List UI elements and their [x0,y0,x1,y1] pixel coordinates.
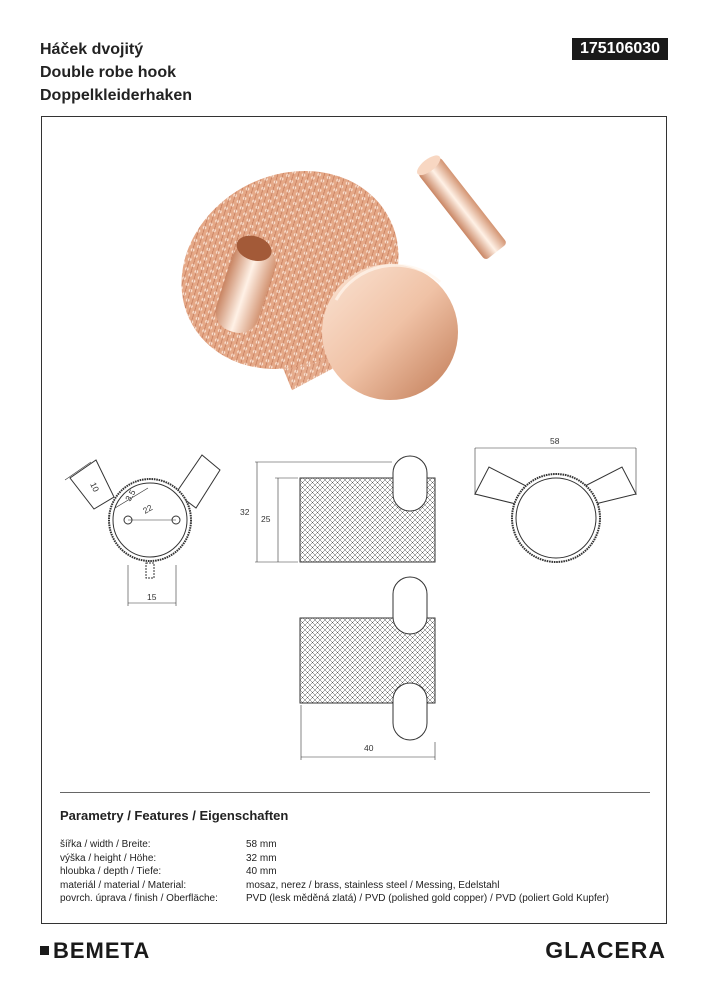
feature-value: PVD (lesk měděná zlatá) / PVD (polished gold copper) / PVD (poliert Gold Kupfer) [246,893,609,904]
feature-label: povrch. úprava / finish / Oberfläche: [60,893,218,904]
product-code-badge: 175106030 [572,38,668,60]
features-heading: Parametry / Features / Eigenschaften [60,808,289,823]
feature-label: výška / height / Höhe: [60,852,157,864]
title-de: Doppelkleiderhaken [40,87,193,104]
drawing-side-view [255,456,435,562]
feature-row-depth [60,865,609,879]
drawing-front-view [475,448,636,562]
dim-58-label: 58 [550,436,560,446]
bemeta-logo [40,938,150,964]
dim-32-label: 32 [240,507,250,517]
dim-22-label: 22 [141,502,155,516]
feature-label: hloubka / depth / Tiefe: [60,866,162,877]
dim-40-label: 40 [364,743,374,753]
features-divider [60,792,650,793]
feature-row-material [60,879,609,893]
drawing-face-view [65,455,220,606]
feature-label: materiál / material / Material: [60,879,187,891]
feature-row-width [60,838,609,852]
dim-15-label: 15 [147,592,157,602]
product-photo [147,134,508,407]
feature-value: 32 mm [246,852,277,864]
series-name: GLACERA [545,937,666,963]
feature-value: 40 mm [246,866,277,877]
photo-rod-right [414,152,507,261]
brand-name: BEMETA [53,938,151,963]
drawing-top-view [300,577,435,760]
dim-3-5-label: 3.5 [123,487,138,503]
feature-value: 58 mm [246,839,277,850]
title-en: Double robe hook [40,64,176,81]
title-cs: Háček dvojitý [40,41,144,58]
dim-25-label: 25 [261,514,271,524]
feature-label: šířka / width / Breite: [60,839,151,850]
logo-square-icon [40,946,49,955]
features-table [60,838,609,906]
feature-row-height [60,852,609,866]
feature-row-finish [60,892,609,906]
feature-value: mosaz, nerez / brass, stainless steel / Messing, Edelstahl [246,879,500,891]
photo-end-cap [322,264,458,400]
dim-10-label: 10 [88,480,102,494]
